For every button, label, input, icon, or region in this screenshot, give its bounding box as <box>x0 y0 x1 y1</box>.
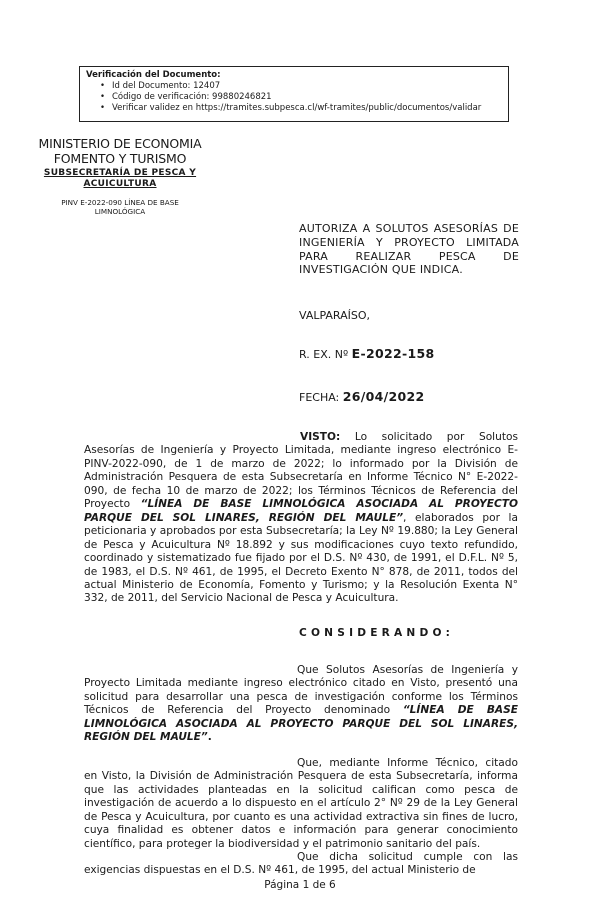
verification-title: Verificación del Documento: <box>86 70 221 80</box>
visto-project-name: “LÍNEA DE BASE LIMNOLÓGICA ASOCIADA AL PROYECTO PARQUE DEL SOL LINARES, REGIÓN DEL MAULE” <box>84 498 518 524</box>
visto-paragraph <box>84 431 518 606</box>
considerando-p1-project: “LÍNEA DE BASE LIMNOLÓGICA ASOCIADA AL PROYECTO PARQUE DEL SOL LINARES, REGIÓN DEL MAULE” <box>84 704 518 744</box>
subsecretaria-line-2: ACUICULTURA <box>83 179 157 189</box>
considerando-p1-text: Que Solutos Asesorías de Ingeniería y Proyecto Limitada mediante ingreso electrónico citado en Visto, presentó una solicitud para desarrollar una pesca de investigación conforme los Términos Técnicos de Referencia del Proyecto denominado <box>84 664 518 717</box>
rex-label: R. EX. Nº <box>299 348 349 361</box>
place: VALPARAÍSO, <box>299 309 371 322</box>
page-number: Página 1 de 6 <box>264 879 336 891</box>
subsecretaria-heading <box>40 168 200 190</box>
considerando-p1-end: . <box>207 731 212 744</box>
ministry-line-2: FOMENTO Y TURISMO <box>53 151 187 166</box>
considerando-paragraph-2 <box>84 757 518 851</box>
verification-item-id: • Id del Documento: 12407 <box>100 81 502 92</box>
resolution-date <box>299 389 425 404</box>
visto-text-b: , elaborados por la peticionaria y aprobados por esta Subsecretaría; la Ley Nº 19.880; la Ley General de Pesca y Acuicultura Nº 18.892 y sus modificaciones cuyo texto refundido, coordinado y sistematizado fue fijado por el D.S. Nº 430, de 1991, el D.F.L. Nº 5, de 1983, el D.S. Nº 461, de 1995, el Decreto Exento N° 878, de 2011, todos del actual Ministerio de Economía, Fomento y Turismo; y la Resolución Exenta N° 332, de 2011, del Servicio Nacional de Pesca y Acuicultura. <box>84 511 518 605</box>
considerando-paragraph-3 <box>84 851 518 878</box>
resolution-title: AUTORIZA A SOLUTOS ASESORÍAS DE INGENIERÍA Y PROYECTO LIMITADA PARA REALIZAR PESCA DE INVESTIGACIÓN QUE INDICA. <box>299 222 519 277</box>
subsecretaria-line-1: SUBSECRETARÍA DE PESCA Y <box>43 168 197 178</box>
verification-box <box>79 66 509 122</box>
resolution-number <box>299 346 434 361</box>
rex-number: E-2022-158 <box>351 346 435 361</box>
considerando-heading: CONSIDERANDO: <box>299 627 455 639</box>
reference-line-2: LIMNOLÓGICA <box>94 207 146 216</box>
considerando-paragraph-1 <box>84 664 518 745</box>
considerando-p3-text: Que dicha solicitud cumple con las exigencias dispuestas en el D.S. Nº 461, de 1995, del actual Ministerio de <box>84 851 518 877</box>
fecha-value: 26/04/2022 <box>342 389 425 404</box>
reference-code <box>20 198 220 216</box>
visto-label: VISTO: <box>300 431 341 443</box>
reference-line-1: PINV E-2022-090 LÍNEA DE BASE <box>61 198 179 207</box>
verification-item-url[interactable]: • Verificar validez en https://tramites.subpesca.cl/wf-tramites/public/documentos/validar <box>100 103 502 114</box>
considerando-p2-text: Que, mediante Informe Técnico, citado en Visto, la División de Administración Pesquera de esta Subsecretaría, informa que las actividades planteadas en la solicitud califican como pesca de investigación de acuerdo a lo dispuesto en el artículo 2° Nº 29 de la Ley General de Pesca y Acuicultura, por cuanto es una actividad extractiva sin fines de lucro, cuya finalidad es obtener datos e información para generar conocimiento científico, para proteger la biodiversidad y el patrimonio sanitario del país. <box>84 757 518 850</box>
ministry-heading <box>30 136 210 166</box>
visto-text-a: Lo solicitado por Solutos Asesorías de Ingeniería y Proyecto Limitada, mediante ingreso electrónico E-PINV-2022-090, de 1 de marzo de 2022; lo informado por la División de Administración Pesquera de esta Subsecretaría en Informe Técnico N° E-2022-090, de fecha 10 de marzo de 2022; los Términos Técnicos de Referencia del Proyecto <box>84 431 518 511</box>
verification-item-code: • Código de verificación: 99880246821 <box>100 92 502 103</box>
verification-list <box>86 81 502 114</box>
ministry-line-1: MINISTERIO DE ECONOMIA <box>38 136 202 151</box>
fecha-label: FECHA: <box>299 391 340 404</box>
